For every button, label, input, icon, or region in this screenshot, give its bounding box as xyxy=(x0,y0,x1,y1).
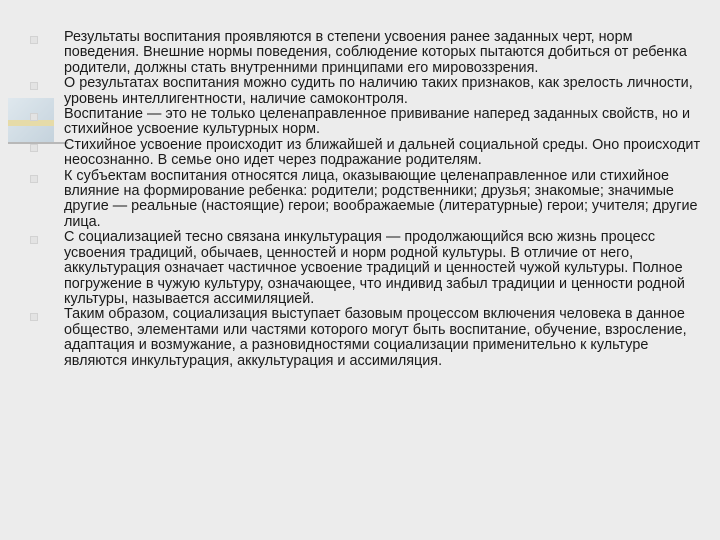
bullet-square-icon xyxy=(30,144,38,152)
bullet-item xyxy=(30,30,702,76)
bullet-square-icon xyxy=(30,113,38,121)
bullet-text: Результаты воспитания проявляются в степени усвоения ранее заданных черт, норм поведения. Внешние нормы поведения, соблюдение которых пытаются добиться от ребенка родители, должны стать внутренними принципами его мировоззрения. xyxy=(64,29,687,76)
bullet-text: Таким образом, социализация выступает базовым процессом включения человека в данное общество, элементами или частями которого могут быть воспитание, обучение, взросление, адаптация и возмужание, а разновидностями социализации применительно к культуре являются инкультурация, аккультурация и ассимиляция. xyxy=(64,306,687,369)
bullet-list xyxy=(30,30,702,369)
bullet-item xyxy=(30,169,702,231)
bullet-text: Стихийное усвоение происходит из ближайшей и дальней социальной среды. Оно происходит неосознанно. В семье оно идет через подражание родителям. xyxy=(64,136,701,169)
slide-content xyxy=(30,30,702,369)
bullet-square-icon xyxy=(30,175,38,183)
bullet-square-icon xyxy=(30,36,38,44)
bullet-text: О результатах воспитания можно судить по наличию таких признаков, как зрелость личности, уровень интеллигентности, наличие самоконтроля. xyxy=(64,75,693,107)
bullet-item xyxy=(30,107,702,138)
bullet-square-icon xyxy=(30,313,38,321)
bullet-text: Воспитание — это не только целенаправленное прививание наперед заданных свойств, но и стихийное усвоение культурных норм. xyxy=(64,106,691,138)
bullet-square-icon xyxy=(30,236,38,244)
bullet-text: С социализацией тесно связана инкультурация — продолжающийся всю жизнь процесс усвоения традиций, обычаев, ценностей и норм родной культуры. В отличие от него, аккультурация означает частичное усвоение традиций и ценностей чужой культуры. Полное погружение в чужую культуру, означающее, что индивид забыл традиции и ценности родной культуры, называется ассимиляцией. xyxy=(64,229,685,307)
bullet-item xyxy=(30,76,702,107)
bullet-item xyxy=(30,230,702,307)
bullet-square-icon xyxy=(30,82,38,90)
bullet-text: К субъектам воспитания относятся лица, оказывающие целенаправленное или стихийное влияние на формирование ребенка: родители; родственники; друзья; знакомые; значимые другие — реальные (настоящие) герои; воображаемые (литературные) герои; учителя; другие лица. xyxy=(64,167,698,230)
bullet-item xyxy=(30,307,702,369)
bullet-item xyxy=(30,138,702,169)
